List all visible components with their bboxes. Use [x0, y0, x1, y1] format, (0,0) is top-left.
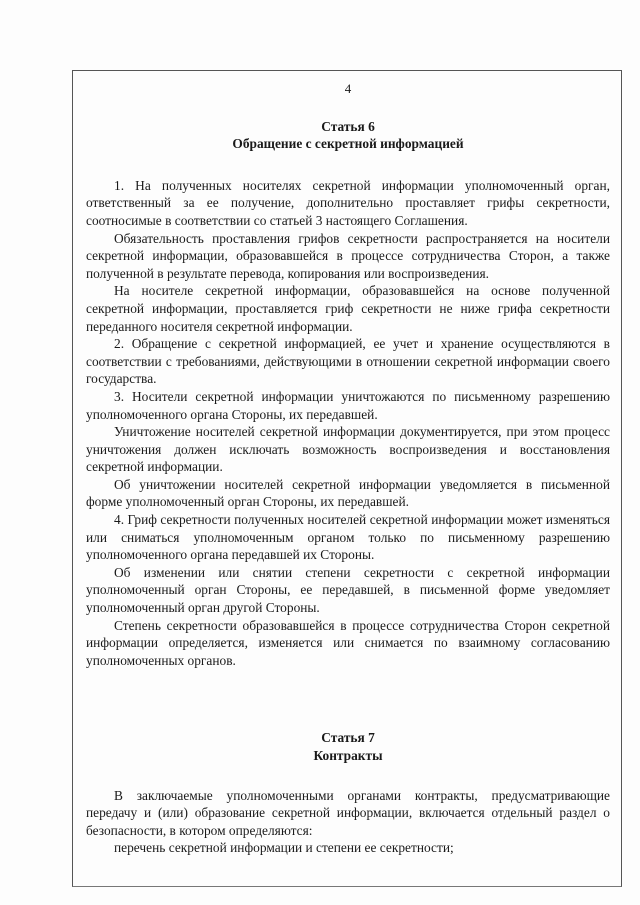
paragraph: 2. Обращение с секретной информацией, ее учет и хранение осуществляются в соответствии с требованиями, действующими в отношении секретной информации своего государства.: [86, 336, 610, 387]
article-7: [86, 729, 610, 857]
paragraph: Степень секретности образовавшейся в процессе сотрудничества Сторон секретной информации определяется, изменяется или снимается по взаимному согласованию уполномоченных органов.: [86, 617, 610, 668]
article-6-title: Статья 6: [321, 118, 375, 134]
paragraph: 3. Носители секретной информации уничтожаются по письменному разрешению уполномоченного органа Стороны, их передавшей.: [86, 388, 610, 422]
paragraph: 1. На полученных носителях секретной информации уполномоченный орган, ответственный за ее получение, дополнительно проставляет грифы секретности, соотносимые в соответствии со статьей 3 настоящего Соглашения.: [86, 177, 610, 228]
article-6-subtitle: Обращение с секретной информацией: [232, 136, 464, 152]
paragraph: Уничтожение носителей секретной информации документируется, при этом процесс уничтожения должен исключать возможность воспроизведения и восстановления секретной информации.: [86, 424, 610, 475]
article-6: [86, 118, 610, 670]
paragraph: 4. Гриф секретности полученных носителей секретной информации может изменяться или сниматься уполномоченным органом только по письменному разрешению уполномоченного органа передавшей их Стороны.: [86, 512, 610, 563]
page-content: [86, 80, 610, 857]
article-7-subtitle: Контракты: [313, 748, 383, 763]
paragraph: На носителе секретной информации, образовавшейся на основе полученной секретной информации, проставляется гриф секретности не ниже грифа секретности переданного носителя секретной информации.: [86, 283, 610, 334]
paragraph: Об уничтожении носителей секретной информации уведомляется в письменной форме уполномоченный орган Стороны, их передавшей.: [86, 476, 610, 510]
paragraph: Обязательность проставления грифов секретности распространяется на носители секретной информации, образовавшейся в процессе сотрудничества Сторон, а также полученной в результате перевода, копирования или воспроизведения.: [86, 230, 610, 281]
paragraph: В заключаемые уполномоченными органами контракты, предусматривающие передачу и (или) образование секретной информации, включается отдельный раздел о безопасности, в котором определяются:: [86, 787, 610, 838]
article-7-title: Статья 7: [321, 730, 375, 746]
paragraph: Об изменении или снятии степени секретности с секретной информации уполномоченный орган Стороны, ее передавшей, в письменной форме уведомляет уполномоченный орган другой Стороны.: [86, 564, 610, 616]
paragraph: перечень секретной информации и степени ее секретности;: [114, 840, 454, 856]
page-number: 4: [344, 81, 352, 96]
